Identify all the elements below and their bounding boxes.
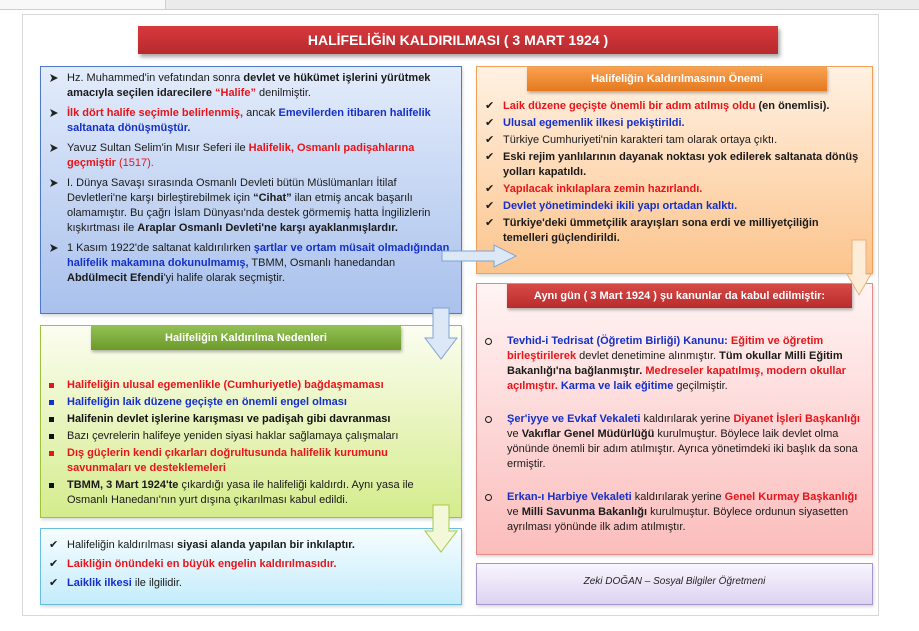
text-run: Medreseler kapatılmış, modern okullar açılmıştır.	[507, 365, 846, 392]
text-run: Emevilerden itibaren halifelik saltanata dönüşmüştür.	[67, 107, 431, 134]
check-icon: ✔	[485, 117, 495, 129]
text-run: Hz. Muhammed'in vefatından sonra	[67, 72, 244, 84]
text-run: Türkiye'deki ümmetçilik arayışları sona erdi ve milliyetçiliğin temelleri güçlendirildi.	[503, 217, 819, 244]
list-item	[485, 116, 865, 131]
list-item	[49, 176, 453, 236]
text-run: Yapılacak inkılaplara zemin hazırlandı.	[503, 183, 703, 195]
item-text	[67, 71, 453, 101]
text-run: “Halife”	[215, 87, 256, 99]
text-run: Halifeliğin ulusal egemenlikle (Cumhuriyetle) bağdaşmaması	[67, 379, 384, 391]
author-signature: Zeki DOĞAN – Sosyal Bilgiler Öğretmeni	[583, 576, 766, 587]
text-run: Eski rejim yanlılarının dayanak noktası yok edilerek saltanata dönüş yolları kapatıldı.	[503, 151, 859, 178]
arrow-bullet-icon	[49, 106, 59, 123]
text-run: (1517).	[115, 157, 154, 169]
list-item	[485, 199, 865, 214]
text-run: kurulmuştur. Böylece laik devlet olma yönünde önemli bir adım atılmıştır. Ayrıca yönetimdeki iki başlık da sona ermiştir.	[507, 428, 858, 470]
arrow-right-icon	[442, 244, 518, 268]
square-bullet-icon	[49, 446, 54, 461]
document-tab[interactable]	[0, 0, 166, 9]
text-run: Karma ve laik eğitime	[560, 380, 674, 392]
text-run: siyasi alanda yapılan bir inkılaptır.	[177, 539, 355, 551]
check-icon: ✔	[485, 100, 495, 112]
item-text	[67, 446, 453, 476]
arrow-bullet-icon	[49, 176, 59, 193]
text-run: kaldırılarak yerine	[631, 491, 725, 503]
list-item	[49, 556, 453, 573]
text-run: çıkardığı yasa ile halifeliği kaldırdı. Aynı yasa ile Osmanlı Hanedanı'nın yurt dışına çıkarılması kabul edildi.	[67, 479, 414, 506]
list-item	[485, 182, 865, 197]
item-text	[503, 99, 865, 114]
check-icon: ✔	[485, 151, 495, 163]
text-run: geçilmiştir.	[673, 380, 728, 392]
text-run: Halifeliğin laik düzene geçişte en önemli engel olması	[67, 396, 347, 408]
page-title: HALİFELİĞİN KALDIRILMASI ( 3 MART 1924 )	[138, 26, 778, 54]
check-icon: ✔	[485, 183, 495, 195]
square-bullet-icon	[49, 412, 54, 427]
arrow-down-icon	[424, 505, 458, 553]
check-icon: ✔	[49, 539, 59, 551]
circle-bullet-icon	[485, 412, 492, 428]
reasons-list	[49, 378, 453, 510]
history-list	[49, 71, 453, 291]
list-item	[485, 99, 865, 114]
square-bullet-icon	[49, 478, 54, 493]
text-run: Laiklik ilkesi	[67, 577, 132, 589]
item-text	[67, 575, 453, 592]
history-box	[40, 66, 462, 314]
item-text	[67, 412, 453, 427]
check-icon: ✔	[49, 558, 59, 570]
text-run: Türkiye Cumhuriyeti'nin karakteri tam olarak ortaya çıktı.	[503, 134, 778, 146]
square-bullet-icon	[49, 429, 54, 444]
list-item	[49, 537, 453, 554]
window-top-strip	[0, 0, 919, 10]
text-run: ve	[507, 428, 522, 440]
text-run: devlet ve hükümet işlerini yürütmek amacıyla seçilen idarecilere	[67, 72, 431, 99]
reasons-box	[40, 325, 462, 518]
list-item	[485, 150, 865, 180]
item-text	[67, 556, 453, 573]
text-run: Genel Kurmay Başkanlığı	[724, 491, 858, 503]
item-text	[503, 216, 865, 246]
item-text	[67, 395, 453, 410]
list-item	[49, 395, 453, 410]
arrow-down-icon	[424, 308, 458, 360]
importance-box	[476, 66, 873, 274]
list-item	[49, 141, 453, 171]
item-text	[67, 106, 453, 136]
list-item	[49, 478, 453, 508]
text-run: Halifenin devlet işlerine karışması ve padişah gibi davranması	[67, 413, 391, 425]
check-icon: ✔	[485, 134, 495, 146]
item-text	[503, 133, 865, 148]
text-run: Tevhid-i Tedrisat (Öğretim Birliği) Kanunu:	[507, 335, 731, 347]
text-run: şartlar ve ortam müsait olmadığından halifelik makamına dokunulmamış,	[67, 242, 450, 269]
check-icon: ✔	[485, 217, 495, 229]
list-item	[49, 412, 453, 427]
item-text	[503, 199, 865, 214]
signature-box	[476, 563, 873, 605]
text-run: Ulusal egemenlik ilkesi pekiştirildi.	[503, 117, 685, 129]
list-item	[49, 241, 453, 286]
list-item	[485, 216, 865, 246]
text-run: Araplar Osmanlı Devleti'ne karşı ayaklanmışlardır.	[137, 222, 398, 234]
arrow-down-icon	[846, 240, 872, 296]
text-run: Dış güçlerin kendi çıkarları doğrultusunda halifelik kurumunu savunmaları ve desteklemeleri	[67, 447, 388, 474]
text-run: (en önemlisi).	[755, 100, 830, 112]
text-run: ancak	[243, 107, 279, 119]
list-item	[485, 412, 865, 472]
text-run: “Cihat”	[253, 192, 292, 204]
text-run: Erkan-ı Harbiye Vekaleti	[507, 491, 632, 503]
circle-bullet-icon	[485, 334, 492, 350]
reasons-header: Halifeliğin Kaldırılma Nedenleri	[91, 326, 401, 350]
text-run: 'yi halife olarak seçmiştir.	[163, 272, 285, 284]
text-run: I. Dünya Savaşı sırasında Osmanlı Devleti bütün Müslümanları İtilaf Devletleri'ne karşı birleştirebilmek için	[67, 177, 397, 204]
text-run: devlet denetimine alınmıştır.	[576, 350, 720, 362]
check-icon: ✔	[485, 200, 495, 212]
text-run: Yavuz Sultan Selim'in Mısır Seferi ile	[67, 142, 249, 154]
item-text	[507, 334, 865, 394]
text-run: Milli Savunma Bakanlığı	[521, 506, 648, 518]
text-run: ilan etmiş ancak başarılı olamamıştır. Bu çağrı İslam Dünyası'nda destek görmemiş hatta İngilizlerin kışkırtması ile	[67, 192, 431, 234]
item-text	[67, 537, 453, 554]
summary-box	[40, 528, 462, 605]
text-run: Laikliğin önündeki en büyük engelin kaldırılmasıdır.	[67, 558, 337, 570]
text-run: Vakıflar Genel Müdürlüğü	[521, 428, 655, 440]
item-text	[67, 378, 453, 393]
item-text	[67, 176, 453, 236]
text-run: İlk dört halife seçimle belirlenmiş,	[67, 107, 244, 119]
list-item	[49, 429, 453, 444]
text-run: Bazı çevrelerin halifeye yeniden siyasi haklar sağlamaya çalışmaları	[67, 430, 399, 442]
item-text	[503, 150, 865, 180]
item-text	[503, 116, 865, 131]
item-text	[507, 412, 865, 472]
item-text	[67, 241, 453, 286]
text-run: ve	[507, 506, 522, 518]
list-item	[49, 575, 453, 592]
text-run: Halifeliğin kaldırılması	[67, 539, 178, 551]
item-text	[67, 478, 453, 508]
square-bullet-icon	[49, 395, 54, 410]
text-run: ile ilgilidir.	[131, 577, 182, 589]
text-run: Halifelik, Osmanlı padişahlarına geçmiştir	[67, 142, 415, 169]
text-run: TBMM, 3 Mart 1924'te	[67, 479, 179, 491]
text-run: Eğitim ve öğretim birleştirilerek	[507, 335, 824, 362]
list-item	[49, 71, 453, 101]
text-run: TBMM, Osmanlı hanedandan	[248, 257, 396, 269]
laws-list	[485, 334, 865, 553]
list-item	[485, 334, 865, 394]
text-run: denilmiştir.	[255, 87, 311, 99]
list-item	[49, 106, 453, 136]
circle-bullet-icon	[485, 490, 492, 506]
text-run: kaldırılarak yerine	[640, 413, 734, 425]
item-text	[67, 141, 453, 171]
text-run: Laik düzene geçişte önemli bir adım atılmış oldu	[503, 100, 756, 112]
text-run: Devlet yönetimindeki ikili yapı ortadan kalktı.	[503, 200, 738, 212]
arrow-bullet-icon	[49, 71, 59, 88]
text-run: 1 Kasım 1922'de saltanat kaldırılırken	[67, 242, 254, 254]
text-run: Tüm okullar Milli Eğitim Bakanlığı'na bağlanmıştır.	[507, 350, 843, 377]
list-item	[485, 490, 865, 535]
importance-header: Halifeliğin Kaldırılmasının Önemi	[527, 67, 827, 91]
list-item	[49, 446, 453, 476]
text-run: Abdülmecit Efendi	[67, 272, 164, 284]
item-text	[507, 490, 865, 535]
list-item	[485, 133, 865, 148]
arrow-bullet-icon	[49, 241, 59, 258]
square-bullet-icon	[49, 378, 54, 393]
arrow-bullet-icon	[49, 141, 59, 158]
list-item	[49, 378, 453, 393]
item-text	[503, 182, 865, 197]
item-text	[67, 429, 453, 444]
text-run: Diyanet İşleri Başkanlığı	[733, 413, 860, 425]
laws-header: Aynı gün ( 3 Mart 1924 ) şu kanunlar da kabul edilmiştir:	[507, 284, 852, 308]
summary-list	[49, 537, 453, 594]
check-icon: ✔	[49, 577, 59, 589]
importance-list	[485, 99, 865, 248]
text-run: Şer'iyye ve Evkaf Vekaleti	[507, 413, 641, 425]
text-run: kurulmuştur. Böylece ordunun siyasetten ayrılması yönünde ilk adım atılmıştır.	[507, 506, 849, 533]
laws-box	[476, 283, 873, 555]
